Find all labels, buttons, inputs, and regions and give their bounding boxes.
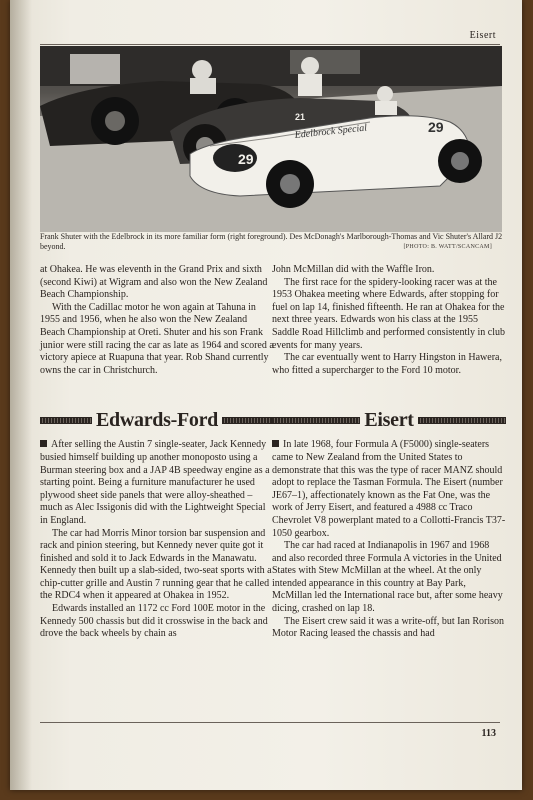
left-column — [40, 264, 274, 641]
body-paragraph: The car had raced at Indianapolis in 1967 and 1968 and also recorded three Formula A victories in the United States with Stew McMillan at the wheel. At the only intended appearance in this country at Bay Park, McMillan led the International race but, after some heavy dicing, crashed on lap 18. — [272, 540, 503, 615]
heading-rule-right — [222, 417, 274, 424]
book-page — [10, 0, 522, 790]
footer-rule — [40, 722, 500, 723]
body-paragraph: The Eisert crew said it was a write-off, but Ian Rorison Motor Racing leased the chassis and had — [272, 615, 505, 640]
heading-rule-left — [272, 417, 360, 424]
body-paragraph: John McMillan did with the Waffle Iron. — [272, 264, 435, 275]
page-number: 113 — [481, 728, 496, 739]
body-paragraph: Edwards installed an 1172 cc Ford 100E motor in the Kennedy 500 chassis but did it crosswise in the back and drove the back wheels by chain as — [40, 603, 268, 640]
running-head: Eisert — [469, 30, 496, 41]
body-paragraph: The car eventually went to Harry Hingston in Hawera, who fitted a supercharger to the Ford 10 motor. — [272, 352, 502, 376]
right-column — [272, 264, 506, 641]
square-bullet-icon — [40, 440, 47, 447]
section-title-edwards-ford: Edwards-Ford — [96, 409, 218, 432]
car-number-right: 29 — [428, 119, 444, 135]
square-bullet-icon — [272, 440, 279, 447]
body-paragraph: at Ohakea. He was eleventh in the Grand Prix and sixth (second Kiwi) at Wigram and also won the New Zealand Beach Championship. — [40, 264, 268, 301]
race-car-photo — [40, 46, 502, 232]
body-paragraph: The car had Morris Minor torsion bar suspension and rack and pinion steering, but Kennedy never quite got it finished and sold it to Jack Edwards in the Manawatu. Kennedy then built up a slab-sided, two-seat sports with a chip-cutter grille and Austin 7 running gear that he called the RDC4 when it appeared at Ohakea in 1952. — [40, 527, 272, 602]
car-lettering: Edelbrock Special — [294, 122, 368, 141]
section-heading — [40, 407, 274, 433]
body-paragraph: The first race for the spidery-looking racer was at the 1953 Ohakea meeting where Edwards, after stopping for fuel on lap 14, finished fifteenth. He ran at Ohakea for the next three years. Edwards won his class at the 1955 Saddle Road Hillclimb and performed consistently in club events for many years. — [272, 276, 506, 351]
body-paragraph — [40, 439, 274, 527]
body-paragraph — [272, 439, 506, 540]
heading-rule-left — [40, 417, 92, 424]
body-paragraph: With the Cadillac motor he won again at Tahuna in 1955 and 1956, when he also won the New Zealand Beach Championship at Oreti. Shuter and his son Frank junior were still racing the car as late as 1964 and scored a victory apiece at Ruapuna that year. Rob Shand currently owns the car in Christchurch. — [40, 301, 274, 376]
photo-caption: Frank Shuter with the Edelbrock in its more familiar form (right foreground). Des McDonagh's Marlborough-Thomas and Vic Shuter's Allard J2 beyond. — [40, 232, 503, 251]
car-number-rear: 21 — [295, 112, 306, 122]
photo-credit: [PHOTO: B. WATT/SCANCAM] — [403, 244, 492, 250]
race-car-photo-drawing — [40, 46, 502, 232]
paragraph-text: After selling the Austin 7 single-seater, Jack Kennedy busied himself building up another monoposto using a Burman steering box and a JAP 4B speedway engine as a starting point. Being a furniture manufacturer he used plywood sheet side panels that were alloy-sheathed – much as Alec Issigonis did with the Lightweight Special in England. — [40, 439, 270, 526]
heading-rule-right — [418, 417, 506, 424]
section-title-eisert: Eisert — [364, 409, 414, 432]
car-number-front: 29 — [238, 151, 254, 167]
header-rule — [40, 44, 500, 45]
section-heading — [272, 407, 506, 433]
paragraph-text: In late 1968, four Formula A (F5000) single-seaters came to New Zealand from the United States to demonstrate that this was the type of racer MANZ should adopt to replace the Tasman Formula. The Eisert (number JE67–1), affectionately known as the Fat One, was the work of Jerry Eisert, and featured a 4988 cc Traco Chevrolet V8 powerplant mated to a Collotti-Francis T37-1050 gearbox. — [272, 439, 506, 539]
